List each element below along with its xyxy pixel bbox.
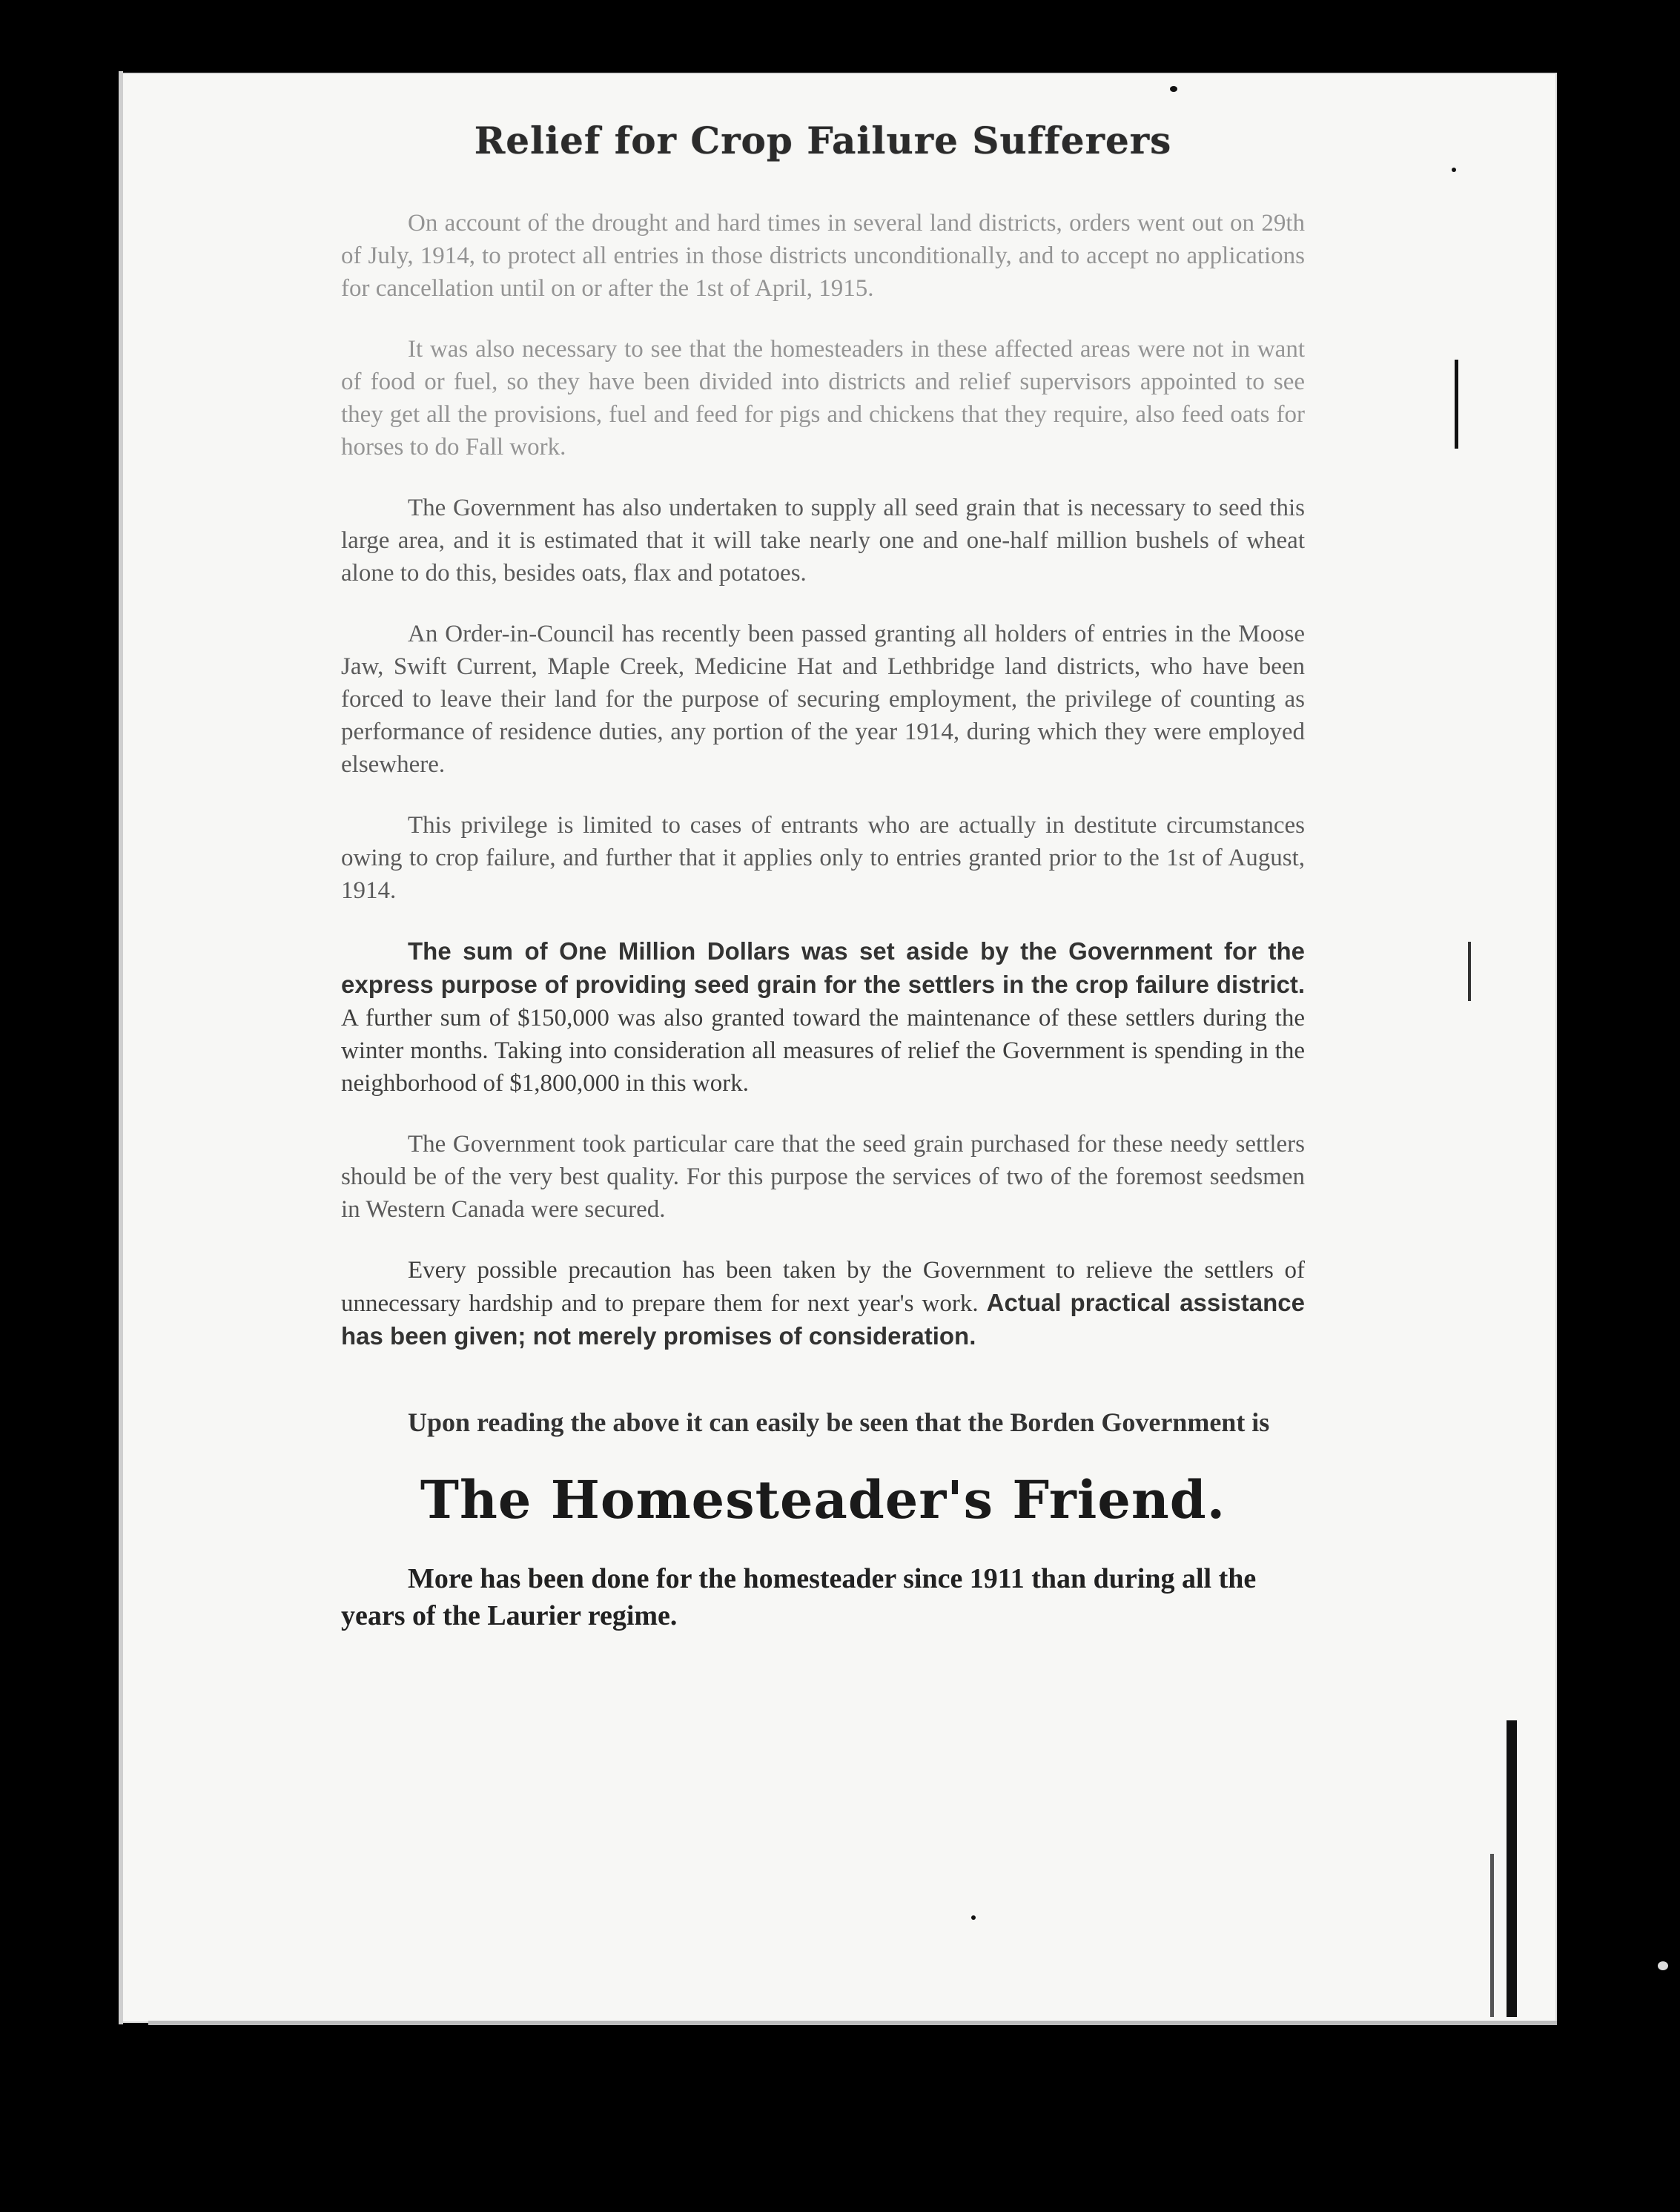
precaution-plain-text: Every possible precaution has been taken by the Government to relieve the settlers of unnecessary hardship and to prepare them for next year's work. — [341, 1257, 1305, 1317]
scan-speck — [1658, 1961, 1668, 1970]
paragraph-million-dollars — [341, 935, 1305, 1100]
upon-reading-text: Upon reading the above it can easily be seen that the Borden Government is — [408, 1407, 1270, 1437]
million-rest-text: A further sum of $150,000 was also granted toward the maintenance of these settlers during the winter months. Taking into consideration all measures of relief the Government is spending in the neighborhood of $1,800,000 in this work. — [341, 1005, 1305, 1097]
document-title: Relief for Crop Failure Sufferers — [474, 119, 1172, 162]
scan-mark — [1490, 1854, 1494, 2017]
scan-speck — [1452, 168, 1456, 172]
million-bold-text: The sum of One Million Dollars was set aside by the Government for the express purpose of providing seed grain for the settlers in the crop failure district. — [341, 937, 1305, 998]
paragraph-seed-quality: The Government took particular care that the seed grain purchased for these needy settlers should be of the very best quality. For this purpose the services of two of the foremost seedsmen in Western Canada were secured. — [341, 1131, 1305, 1223]
page-edge-bottom — [148, 2021, 1557, 2025]
precaution-bold-text: Actual practical assistance has been given; not merely promises of consideration. — [341, 1289, 1305, 1350]
paragraph-precaution — [341, 1254, 1305, 1353]
scan-mark — [1468, 942, 1471, 1001]
scan-speck — [971, 1915, 976, 1920]
closing-statement: More has been done for the homesteader since 1911 than during all the years of the Laurier regime. — [341, 1563, 1257, 1631]
paragraph-order-in-council: An Order-in-Council has recently been passed granting all holders of entries in the Moose Jaw, Swift Current, Maple Creek, Medicine Hat and Lethbridge land districts, who have been forced to leave their land for the purpose of securing employment, the privilege of counting as performance of residence duties, any portion of the year 1914, during which they were employed elsewhere. — [341, 621, 1305, 778]
paragraph-relief-supervisors: It was also necessary to see that the homesteaders in these affected areas were not in want of food or fuel, so they have been divided into districts and relief supervisors appointed to see they get all the provisions, fuel and feed for pigs and chickens that they require, also feed oats for horses to do Fall work. — [341, 336, 1305, 460]
scan-mark — [1455, 360, 1458, 449]
paragraph-seed-grain: The Government has also undertaken to supply all seed grain that is necessary to seed this large area, and it is estimated that it will take nearly one and one-half million bushels of wheat alone to do this, besides oats, flax and potatoes. — [341, 495, 1305, 587]
scan-mark — [1507, 1720, 1517, 2017]
scan-speck — [1170, 86, 1177, 92]
document-content — [341, 119, 1305, 1634]
headline-homesteaders-friend: The Homesteader's Friend. — [420, 1469, 1226, 1531]
page-edge-left — [119, 71, 123, 2024]
paragraph-privilege: This privilege is limited to cases of entrants who are actually in destitute circumstances owing to crop failure, and further that it applies only to entries granted prior to the 1st of August, 1914. — [341, 812, 1305, 904]
paragraph-drought: On account of the drought and hard times in several land districts, orders went out on 29th of July, 1914, to protect all entries in those districts unconditionally, and to accept no applications for cancellation until on or after the 1st of April, 1915. — [341, 210, 1305, 302]
